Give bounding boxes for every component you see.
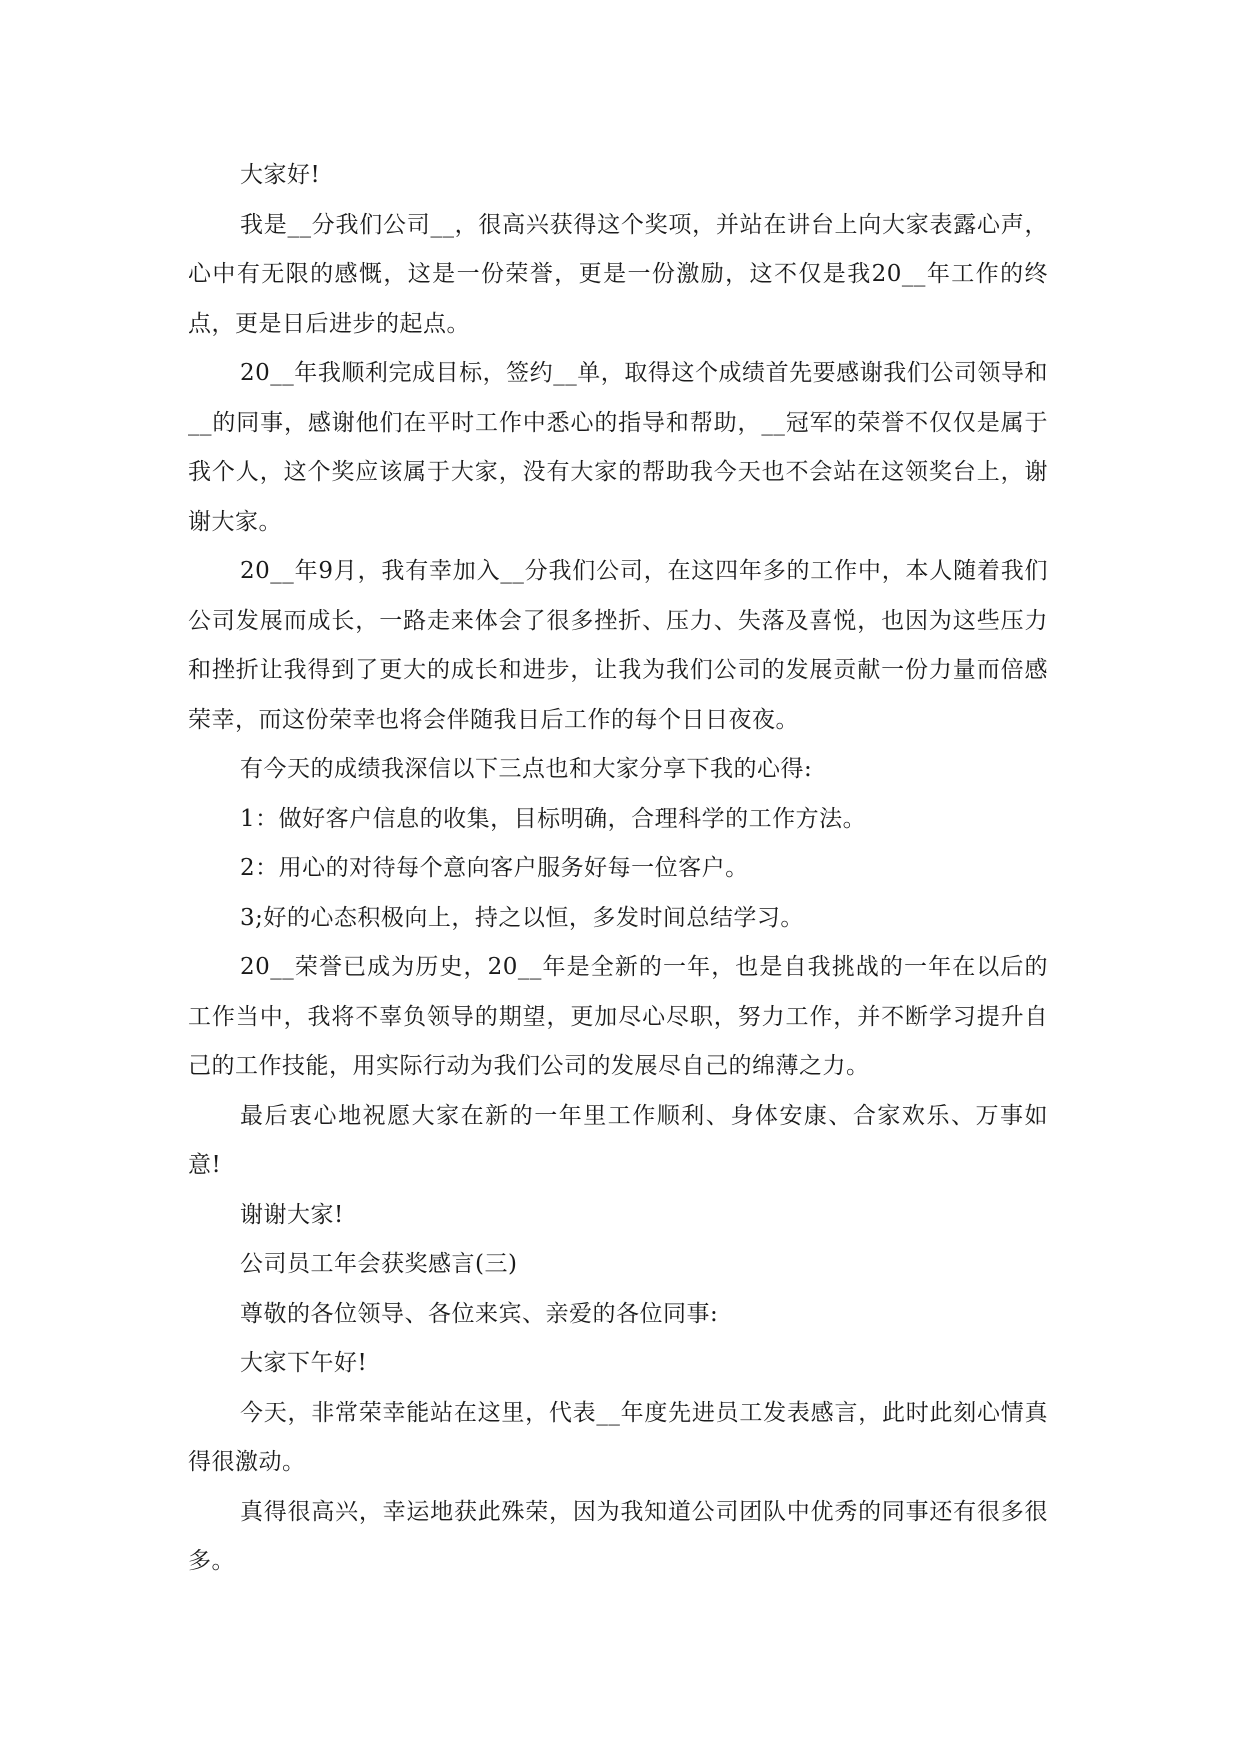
document-body — [188, 151, 1048, 1587]
lesson-item-3: 3;好的心态积极向上，持之以恒，多发时间总结学习。 — [240, 904, 804, 931]
intro-paragraph: 我是__分我们公司__，很高兴获得这个奖项，并站在讲台上向大家表露心声，心中有无限的感慨，这是一份荣誉，更是一份激励，这不仅是我20__年工作的终点，更是日后进步的起点。 — [188, 211, 1048, 337]
gratitude-paragraph: 真得很高兴，幸运地获此殊荣，因为我知道公司团队中优秀的同事还有很多很多。 — [188, 1498, 1048, 1574]
future-paragraph: 20__荣誉已成为历史，20__年是全新的一年，也是自我挑战的一年在以后的工作当中，我将不辜负领导的期望，更加尽心尽职，努力工作，并不断学习提升自己的工作技能，用实际行动为我们公司的发展尽自己的绵薄之力。 — [188, 954, 1048, 1079]
lesson-item-1: 1：做好客户信息的收集，目标明确，合理科学的工作方法。 — [240, 805, 867, 832]
honor-paragraph: 今天，非常荣幸能站在这里，代表__年度先进员工发表感言，此时此刻心情真得很激动。 — [188, 1399, 1048, 1475]
wishes-paragraph: 最后衷心地祝愿大家在新的一年里工作顺利、身体安康、合家欢乐、万事如意! — [188, 1102, 1048, 1178]
lessons-intro-paragraph: 有今天的成绩我深信以下三点也和大家分享下我的心得: — [240, 756, 813, 782]
afternoon-greeting-paragraph: 大家下午好! — [240, 1350, 368, 1376]
greeting-paragraph: 大家好! — [240, 162, 321, 188]
achievement-paragraph: 20__年我顺利完成目标，签约__单，取得这个成绩首先要感谢我们公司领导和__的同事，感谢他们在平时工作中悉心的指导和帮助，__冠军的荣誉不仅仅是属于我个人，这个奖应该属于大家，没有大家的帮助我今天也不会站在这领奖台上，谢谢大家。 — [188, 360, 1048, 535]
history-paragraph: 20__年9月，我有幸加入__分我们公司，在这四年多的工作中，本人随着我们公司发展而成长，一路走来体会了很多挫折、压力、失落及喜悦，也因为这些压力和挫折让我得到了更大的成长和进步，让我为我们公司的发展贡献一份力量而倍感荣幸，而这份荣幸也将会伴随我日后工作的每个日日夜夜。 — [188, 558, 1048, 733]
lesson-item-2: 2：用心的对待每个意向客户服务好每一位客户。 — [240, 855, 749, 881]
thanks-paragraph: 谢谢大家! — [240, 1201, 344, 1228]
salutation-paragraph: 尊敬的各位领导、各位来宾、亲爱的各位同事: — [240, 1300, 719, 1327]
section-title: 公司员工年会获奖感言(三) — [240, 1251, 518, 1277]
